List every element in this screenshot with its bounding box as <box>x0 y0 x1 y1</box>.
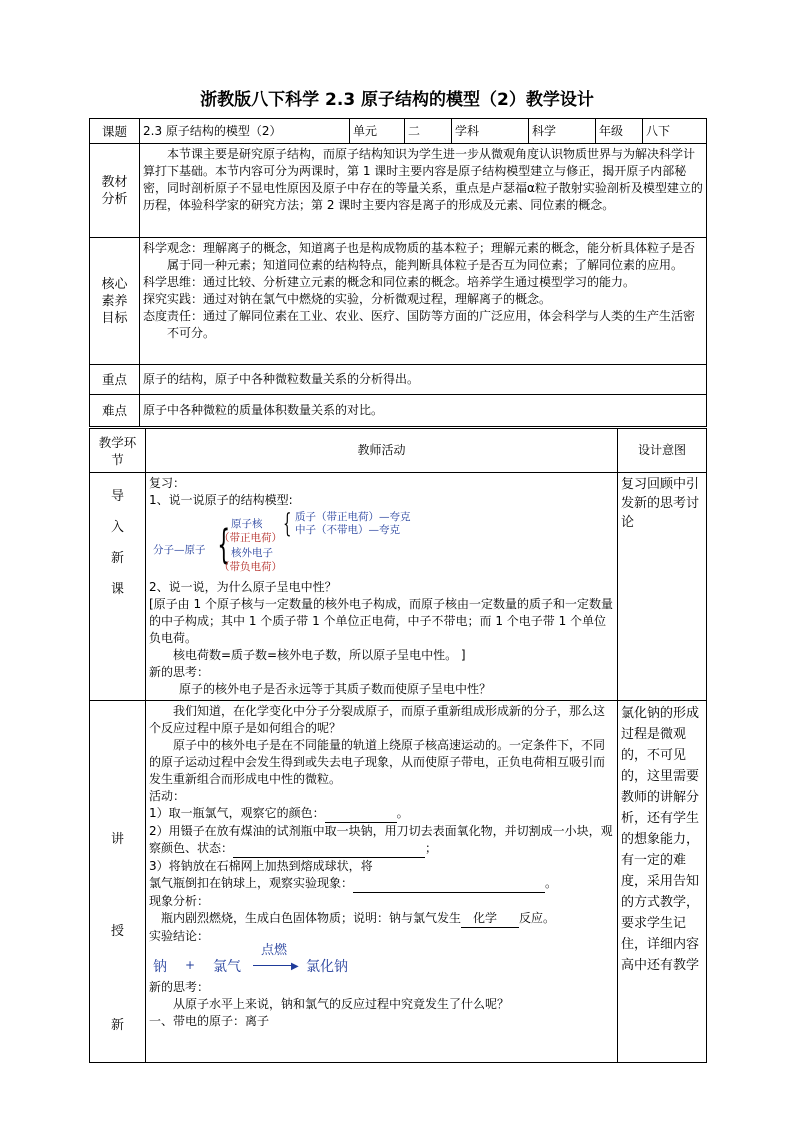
literacy-goals <box>140 238 707 365</box>
lesson-info-table <box>89 118 707 427</box>
stage-intro: 导 入 新 课 <box>90 473 146 701</box>
goal-attitude: 态度责任：通过了解同位素在工业、农业、医疗、国防等方面的广泛应用，体会科学与人类的生产生活密不可分。 <box>143 309 696 340</box>
subject-value: 科学 <box>529 119 596 144</box>
unit-label: 单元 <box>350 119 405 144</box>
teaching-process-table <box>89 428 707 1063</box>
goal-practice: 探究实践：通过对钠在氯气中燃烧的实验，分析微观过程，理解离子的概念。 <box>143 292 552 306</box>
subject-label: 学科 <box>452 119 529 144</box>
grade-label: 年级 <box>596 119 643 144</box>
intro-intent: 复习回顾中引发新的思考讨论 <box>618 473 707 701</box>
analysis-text: 本节课主要是研究原子结构，而原子结构知识为学生进一步从微观角度认识物质世界与为解决科学计算打下基础。本节内容可分为两课时，第 1 课时主要内容是原子结构模型建立与修正，揭开原子内部秘密，同时剖析原子不显电性原因及原子中存在的等量关系，重点是卢瑟福α粒子散射实验剖析及模型建立的历程，体验科学家的研究方法；第 2 课时主要内容是离子的形成及元素、同位素的概念。 <box>140 144 707 238</box>
reaction-equation: 钠 + 氯气 点燃 ▶ 氯化钠 <box>153 943 348 975</box>
unit-value: 二 <box>405 119 452 144</box>
topic-value: 2.3 原子结构的模型（2） <box>140 119 350 144</box>
goal-concept: 科学观念：理解离子的概念，知道离子也是构成物质的基本粒子；理解元素的概念，能分析具体粒子是否属于同一种元素；知道同位素的结构特点，能判断具体粒子是否互为同位素；了解同位素的应用。 <box>143 241 696 272</box>
teach-intent: 氯化钠的形成过程是微观的，不可见的，这里需要教师的讲解分析，还有学生的想象能力，有一定的难度，采用告知的方式教学，要求学生记住，详细内容高中还有教学 <box>618 701 707 1063</box>
stage-header: 教学环节 <box>90 429 146 473</box>
grade-value: 八下 <box>643 119 707 144</box>
topic-label: 课题 <box>90 119 140 144</box>
teacher-header: 教师活动 <box>146 429 618 473</box>
intent-header: 设计意图 <box>618 429 707 473</box>
difficulty-text: 原子中各种微粒的质量体积数量关系的对比。 <box>140 395 707 427</box>
key-point-label: 重点 <box>90 365 140 395</box>
analysis-label: 教材 分析 <box>90 144 140 238</box>
literacy-label: 核心 素养 目标 <box>90 238 140 365</box>
intro-activity: 复习： 1、说一说原子的结构模型: 分子—原子 { 原子核 （带正电荷） 核外电子 （带负电荷） { 质子（带正电荷）—夸克 中子（不带电）—夸克 2、说一说，为什么原子呈电中性？ [原子由 1 个原子核与一定数量的核外电子构成，而原子核由一定数量的质子和一定数量的中子构成；其中 1 个质子带 1 个单位正电荷，中子不带电；而 1 个电子带 1 个单位负电荷。 核电荷数=质子数=核外电子数，所以原子呈电中性。 ] 新的思考： 原子的核外电子是否永远等于其质子数而使原子呈电中性？ <box>146 473 618 701</box>
page-title: 浙教版八下科学 2.3 原子结构的模型（2）教学设计 <box>200 90 594 110</box>
goal-thinking: 科学思维：通过比较、分析建立元素的概念和同位素的概念。培养学生通过模型学习的能力。 <box>143 275 636 289</box>
atom-structure-diagram: 分子—原子 { 原子核 （带正电荷） 核外电子 （带负电荷） { 质子（带正电荷）—夸克 中子（不带电）—夸克 <box>153 509 411 573</box>
key-point-text: 原子的结构，原子中各种微粒数量关系的分析得出。 <box>140 365 707 395</box>
difficulty-label: 难点 <box>90 395 140 427</box>
stage-teach: 讲 授 新 <box>90 701 146 1063</box>
teach-activity: 我们知道，在化学变化中分子分裂成原子，而原子重新组成形成新的分子，那么这个反应过程中原子是如何组合的呢？ 原子中的核外电子是在不同能量的轨道上绕原子核高速运动的。一定条件下，不同的原子运动过程中会发生得到或失去电子现象，从而使原子带电，正负电荷相互吸引而发生重新组合而形成电中性的微粒。 活动： 1）取一瓶氯气，观察它的颜色： 。 2）用镊子在放有煤油的试剂瓶中取一块钠，用刀切去表面氧化物，并切割成一小块，观察颜色、状态： ； 3）将钠放在石棉网上加热到熔成球状，将 氯气瓶倒扣在钠球上，观察实验现象： 。 现象分析： 瓶内剧烈燃烧，生成白色固体物质；说明：钠与氯气发生 化学 反应。 实验结论： 钠 + 氯气 点燃 ▶ 氯化钠 新的思考： 从原子水平上来说，钠和氯气的反应过程中究竟发生了什么呢？ 一、带电的原子：离子 <box>146 701 618 1063</box>
